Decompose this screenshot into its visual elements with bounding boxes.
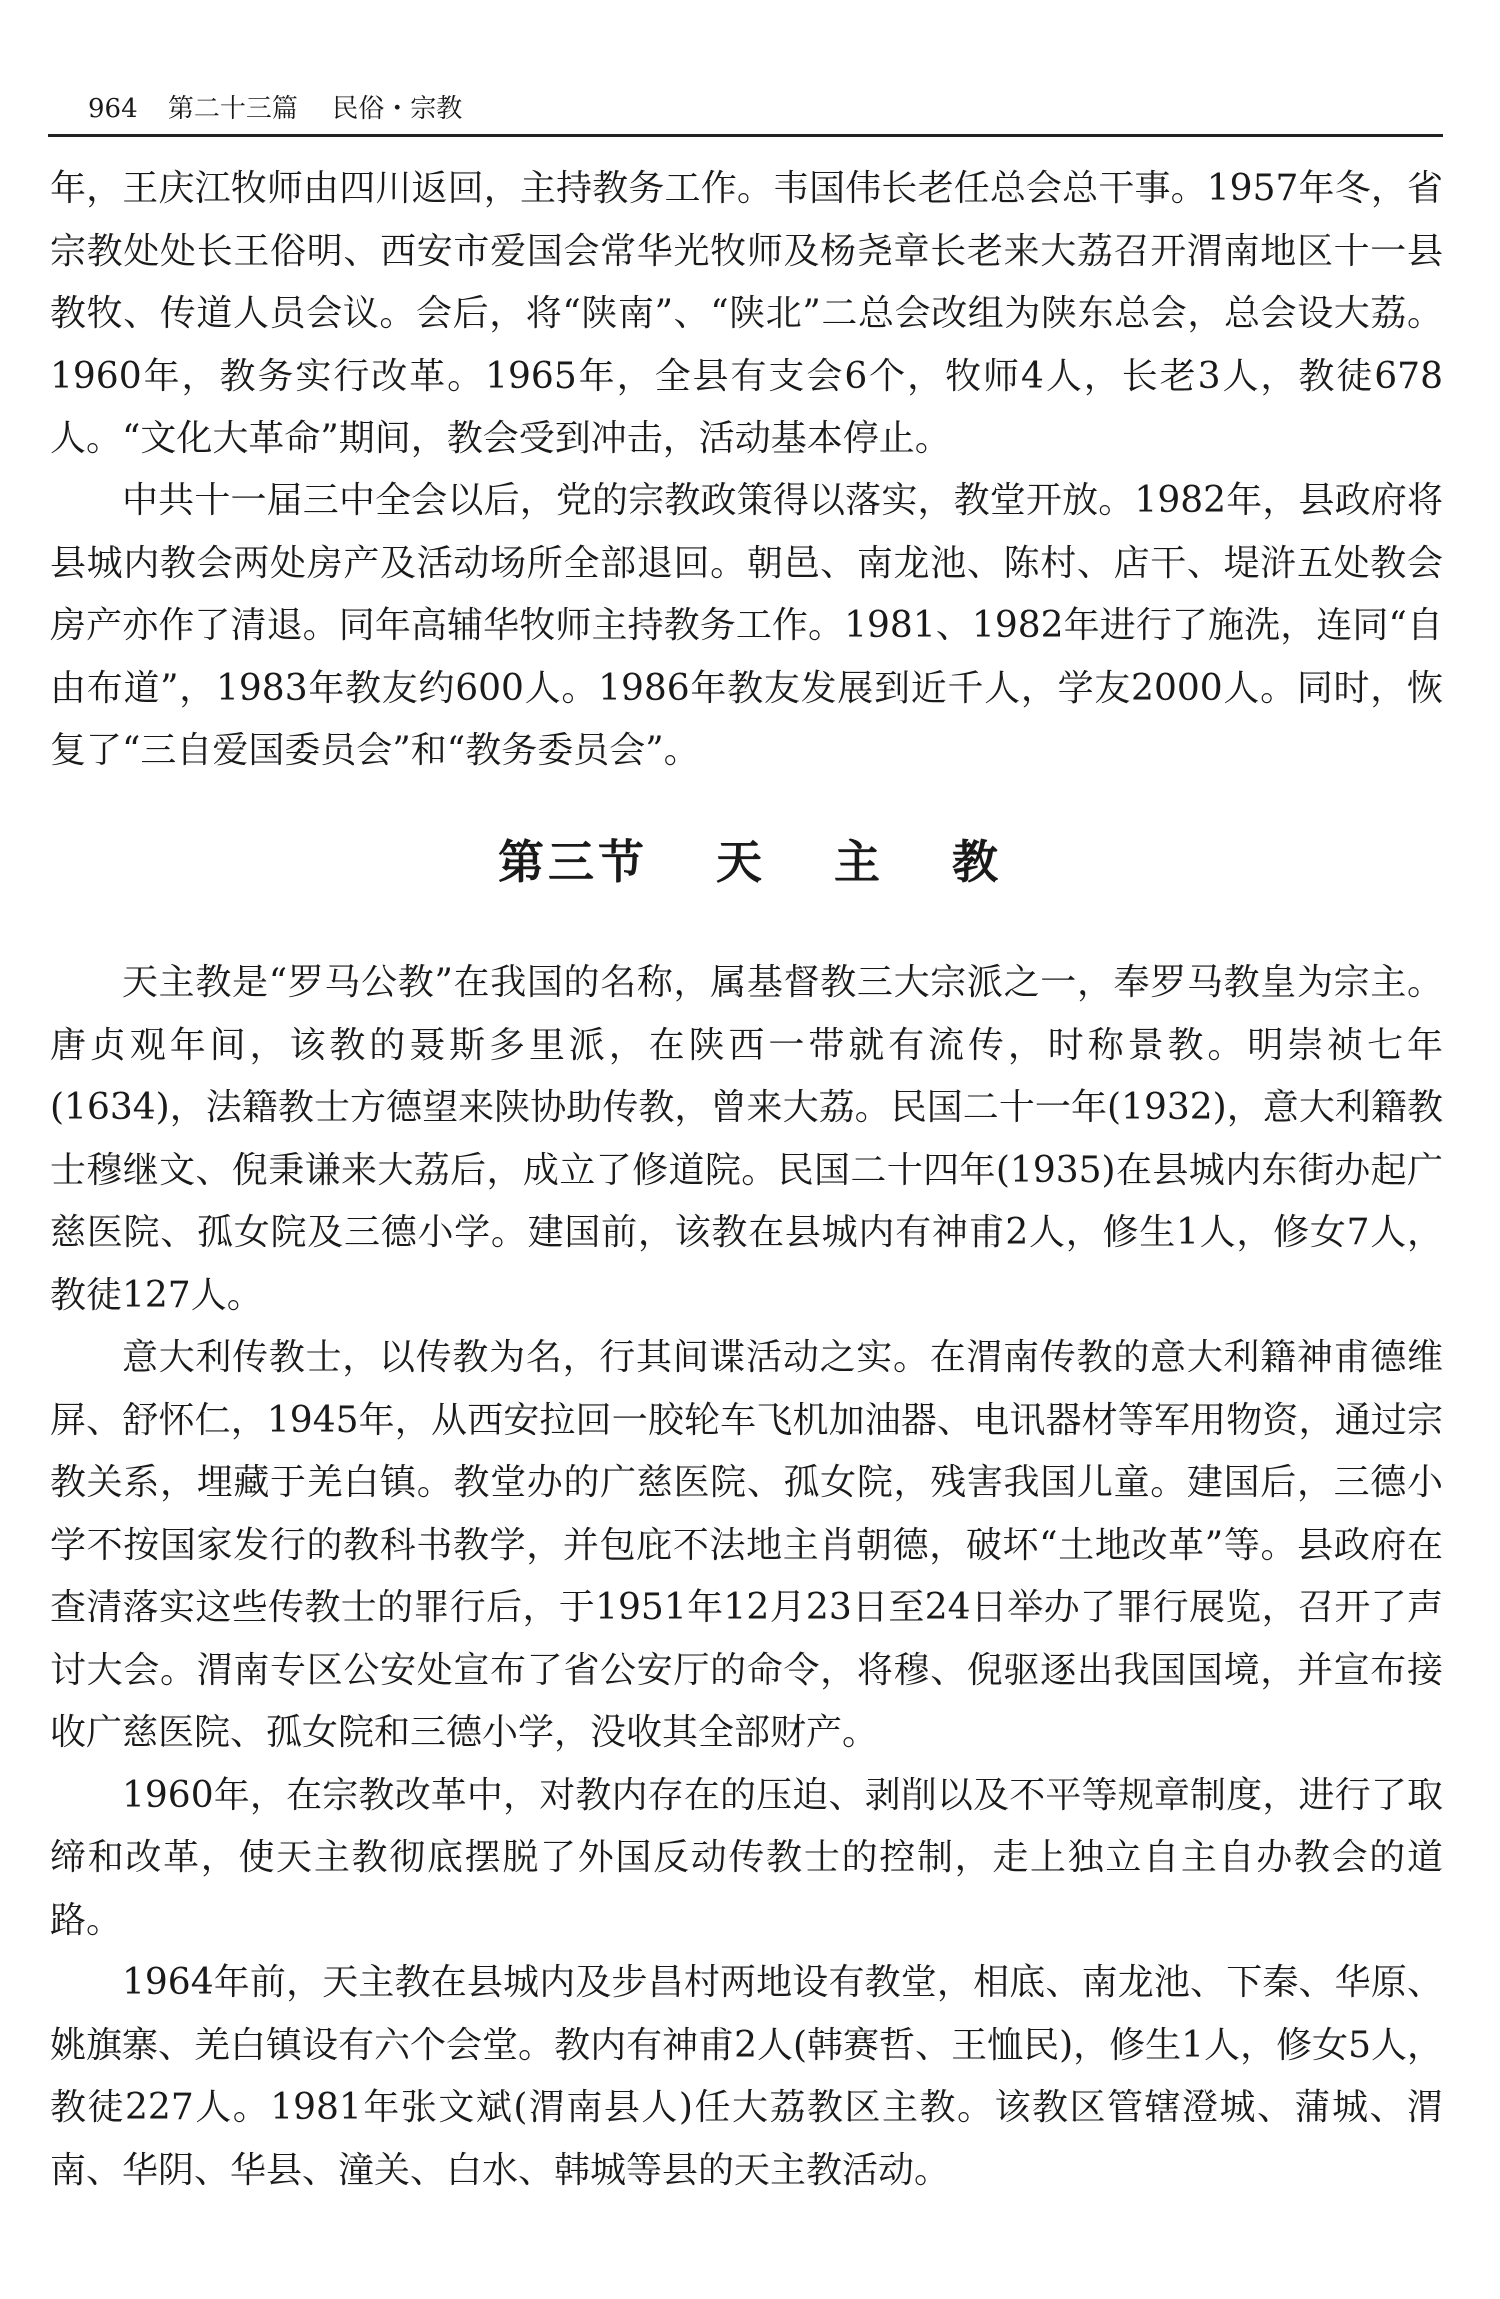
section-heading-char-2: 主 bbox=[834, 835, 884, 889]
header-rule bbox=[48, 134, 1443, 137]
paragraph: 天主教是“罗马公教”在我国的名称，属基督教三大宗派之一，奉罗马教皇为宗主。唐贞观年间，该教的聂斯多里派，在陕西一带就有流传，时称景教。明崇祯七年(1634)，法籍教士方德望来陕协助传教，曾来大荔。民国二十一年(1932)，意大利籍教士穆继文、倪秉谦来大荔后，成立了修道院。民国二十四年(1935)在县城内东街办起广慈医院、孤女院及三德小学。建国前，该教在县城内有神甫2人，修生1人，修女7人，教徒127人。 bbox=[50, 962, 1443, 1316]
catholicism-section-body bbox=[50, 952, 1443, 2202]
protestant-text-end bbox=[50, 470, 1443, 783]
section-heading-number: 第三节 bbox=[498, 835, 648, 889]
section-heading-char-3: 教 bbox=[952, 835, 1002, 889]
section-heading-char-1: 天 bbox=[716, 835, 766, 889]
continuation-text bbox=[50, 158, 1443, 471]
chapter-title: 第二十三篇 bbox=[167, 94, 298, 124]
section-name: 民俗・宗教 bbox=[332, 94, 463, 124]
paragraph: 1960年，在宗教改革中，对教内存在的压迫、剥削以及不平等规章制度，进行了取缔和改革，使天主教彻底摆脱了外国反动传教士的控制，走上独立自主自办教会的道路。 bbox=[50, 1774, 1443, 1941]
running-header bbox=[88, 84, 1438, 134]
paragraph: 1964年前，天主教在县城内及步昌村两地设有教堂，相底、南龙池、下秦、华原、姚旗寨、羌白镇设有六个会堂。教内有神甫2人(韩赛哲、王恤民)，修生1人，修女5人，教徒227人。1981年张文斌(渭南县人)任大荔教区主教。该教区管辖澄城、蒲城、渭南、华阴、华县、潼关、白水、韩城等县的天主教活动。 bbox=[50, 1962, 1443, 2191]
paragraph: 意大利传教士，以传教为名，行其间谍活动之实。在渭南传教的意大利籍神甫德维屏、舒怀仁，1945年，从西安拉回一胶轮车飞机加油器、电讯器材等军用物资，通过宗教关系，埋藏于羌白镇。教堂办的广慈医院、孤女院，残害我国儿童。建国后，三德小学不按国家发行的教科书教学，并包庇不法地主肖朝德，破坏“土地改革”等。县政府在查清落实这些传教士的罪行后，于1951年12月23日至24日举办了罪行展览，召开了声讨大会。渭南专区公安处宣布了省公安厅的命令，将穆、倪驱逐出我国国境，并宣布接收广慈医院、孤女院和三德小学，没收其全部财产。 bbox=[50, 1337, 1443, 1753]
paragraph: 中共十一届三中全会以后，党的宗教政策得以落实，教堂开放。1982年，县政府将县城内教会两处房产及活动场所全部退回。朝邑、南龙池、陈村、店干、堤浒五处教会房产亦作了清退。同年高辅华牧师主持教务工作。1981、1982年进行了施洗，连同“自由布道”，1983年教友约600人。1986年教友发展到近千人，学友2000人。同时，恢复了“三自爱国委员会”和“教务委员会”。 bbox=[50, 480, 1443, 771]
continuation-paragraph: 年，王庆江牧师由四川返回，主持教务工作。韦国伟长老任总会总干事。1957年冬，省宗教处处长王俗明、西安市爱国会常华光牧师及杨尧章长老来大荔召开渭南地区十一县教牧、传道人员会议。会后，将“陕南”、“陕北”二总会改组为陕东总会，总会设大荔。1960年，教务实行改革。1965年，全县有支会6个，牧师4人，长老3人，教徒678人。“文化大革命”期间，教会受到冲击，活动基本停止。 bbox=[50, 168, 1443, 459]
page-number: 964 bbox=[88, 94, 138, 124]
section-heading bbox=[0, 822, 1500, 902]
